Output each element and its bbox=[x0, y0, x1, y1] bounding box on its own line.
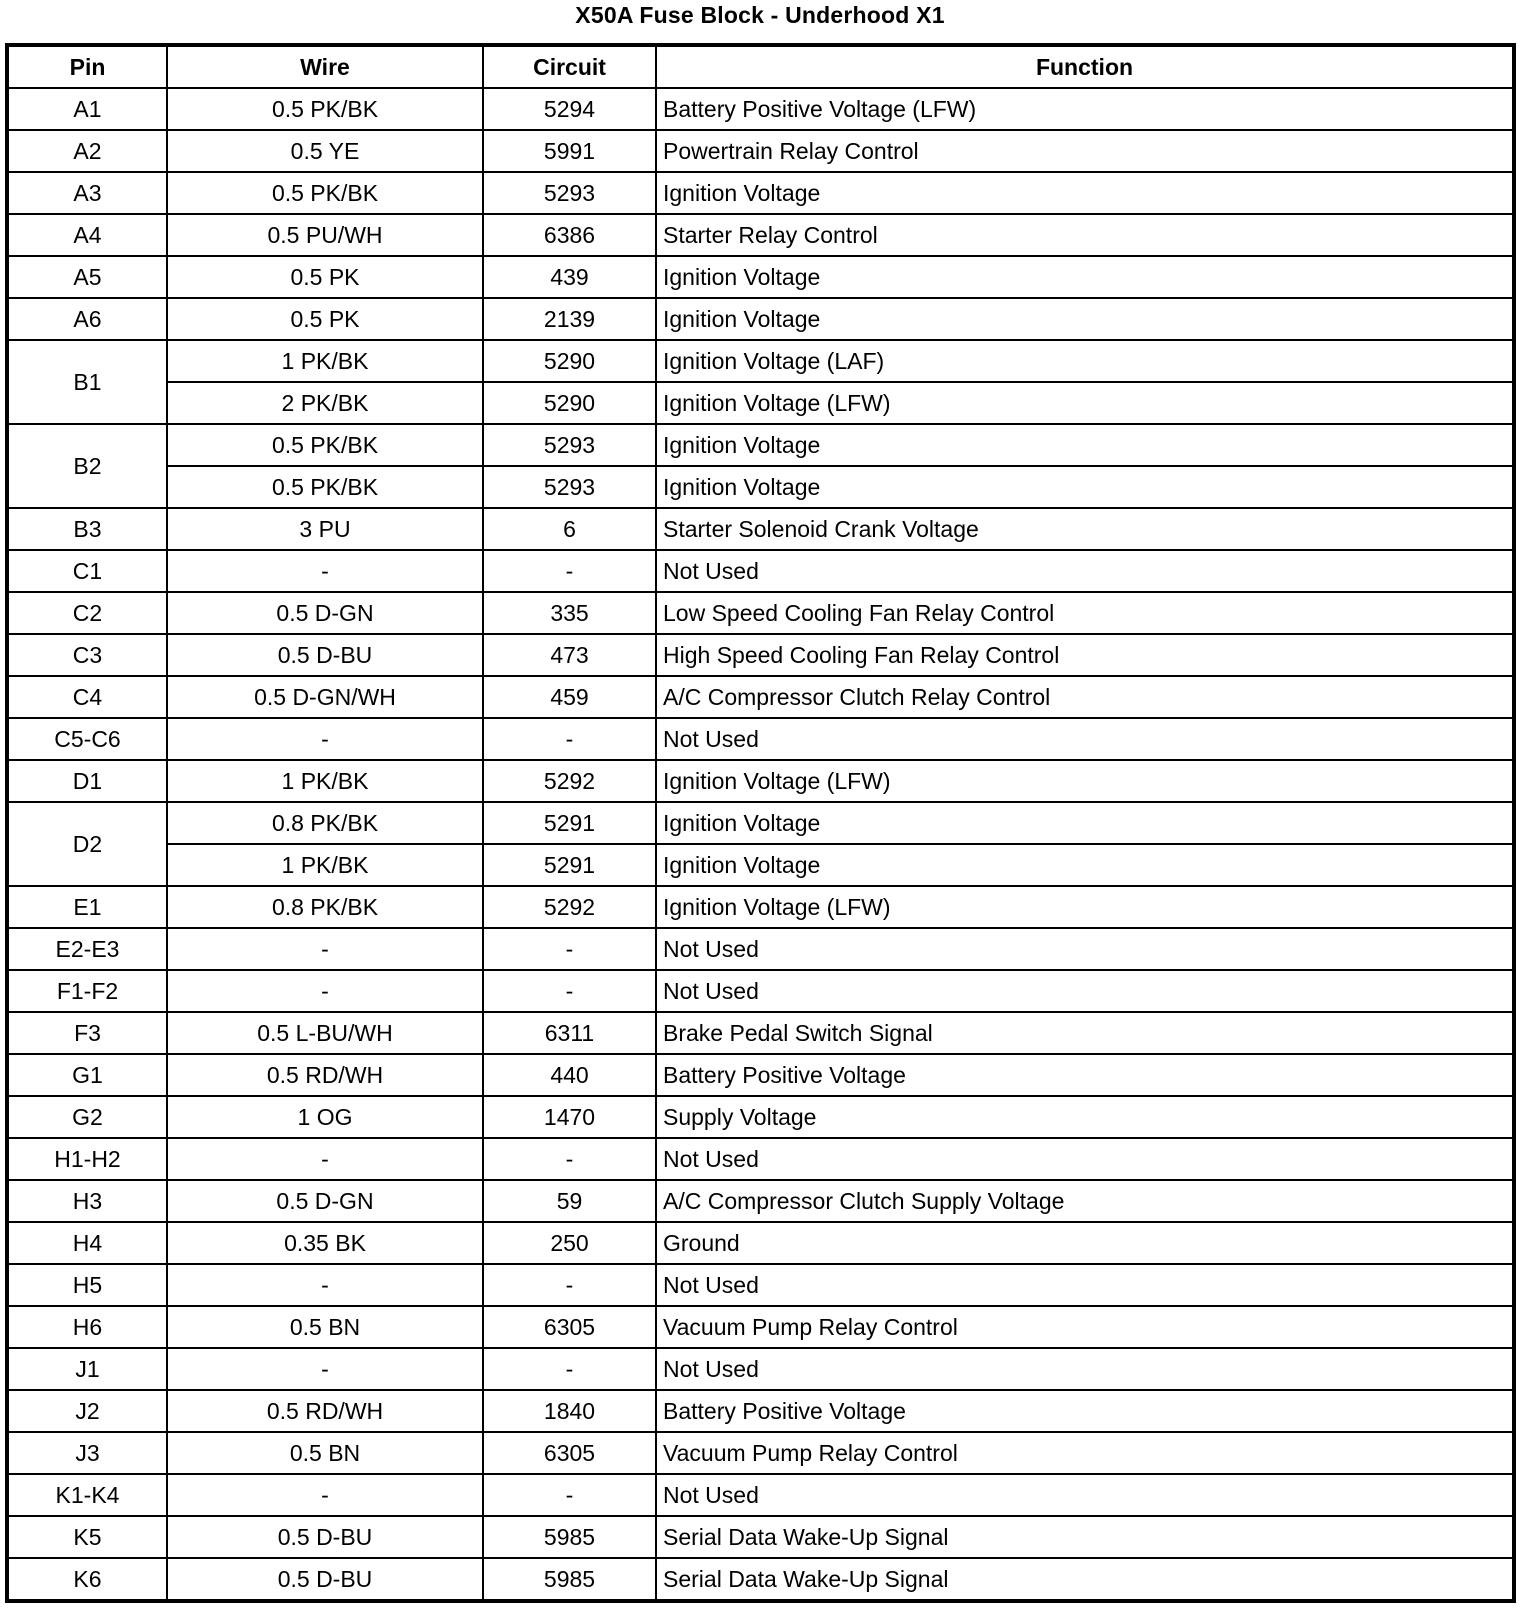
table-row bbox=[7, 550, 1514, 592]
header-circuit: Circuit bbox=[483, 45, 656, 88]
circuit-cell: 459 bbox=[483, 676, 656, 718]
pin-cell: G2 bbox=[7, 1096, 167, 1138]
table-row bbox=[7, 130, 1514, 172]
circuit-cell: 439 bbox=[483, 256, 656, 298]
function-cell: Battery Positive Voltage bbox=[656, 1390, 1514, 1432]
table-row bbox=[7, 1390, 1514, 1432]
circuit-cell: 5291 bbox=[483, 844, 656, 886]
circuit-cell: 5291 bbox=[483, 802, 656, 844]
table-row bbox=[7, 760, 1514, 802]
pin-cell: C1 bbox=[7, 550, 167, 592]
function-cell: Ignition Voltage (LAF) bbox=[656, 340, 1514, 382]
pin-cell: F1-F2 bbox=[7, 970, 167, 1012]
function-cell: Ignition Voltage (LFW) bbox=[656, 760, 1514, 802]
pin-cell: J1 bbox=[7, 1348, 167, 1390]
table-row bbox=[7, 970, 1514, 1012]
wire-cell: 0.5 PK bbox=[167, 256, 483, 298]
wire-cell: 0.5 PK bbox=[167, 298, 483, 340]
function-cell: Ignition Voltage bbox=[656, 256, 1514, 298]
pin-cell: B1 bbox=[7, 340, 167, 424]
function-cell: Serial Data Wake-Up Signal bbox=[656, 1516, 1514, 1558]
circuit-cell: - bbox=[483, 1474, 656, 1516]
pin-cell: A6 bbox=[7, 298, 167, 340]
wire-cell: 0.5 D-BU bbox=[167, 1558, 483, 1601]
pin-cell: K5 bbox=[7, 1516, 167, 1558]
circuit-cell: 6311 bbox=[483, 1012, 656, 1054]
pin-cell: B2 bbox=[7, 424, 167, 508]
header-pin: Pin bbox=[7, 45, 167, 88]
wire-cell: 3 PU bbox=[167, 508, 483, 550]
pin-cell: C4 bbox=[7, 676, 167, 718]
function-cell: A/C Compressor Clutch Supply Voltage bbox=[656, 1180, 1514, 1222]
wire-cell: 0.5 PK/BK bbox=[167, 424, 483, 466]
circuit-cell: 5294 bbox=[483, 88, 656, 130]
wire-cell: 0.5 BN bbox=[167, 1432, 483, 1474]
function-cell: Starter Relay Control bbox=[656, 214, 1514, 256]
table-row bbox=[7, 1516, 1514, 1558]
page-title: X50A Fuse Block - Underhood X1 bbox=[575, 2, 945, 28]
circuit-cell: 1840 bbox=[483, 1390, 656, 1432]
circuit-cell: 59 bbox=[483, 1180, 656, 1222]
wire-cell: 0.5 D-GN bbox=[167, 592, 483, 634]
pin-cell: C2 bbox=[7, 592, 167, 634]
circuit-cell: 5985 bbox=[483, 1558, 656, 1601]
circuit-cell: 473 bbox=[483, 634, 656, 676]
function-cell: Powertrain Relay Control bbox=[656, 130, 1514, 172]
wire-cell: - bbox=[167, 1348, 483, 1390]
wire-cell: 0.5 PK/BK bbox=[167, 172, 483, 214]
pin-cell: C3 bbox=[7, 634, 167, 676]
table-row bbox=[7, 1558, 1514, 1601]
table-row bbox=[7, 592, 1514, 634]
wire-cell: 0.5 RD/WH bbox=[167, 1390, 483, 1432]
circuit-cell: 5293 bbox=[483, 424, 656, 466]
header-function: Function bbox=[656, 45, 1514, 88]
function-cell: Serial Data Wake-Up Signal bbox=[656, 1558, 1514, 1601]
function-cell: Ignition Voltage bbox=[656, 172, 1514, 214]
table-row bbox=[7, 1348, 1514, 1390]
table-row bbox=[7, 382, 1514, 424]
wire-cell: 0.5 PK/BK bbox=[167, 88, 483, 130]
circuit-cell: 6305 bbox=[483, 1432, 656, 1474]
function-cell: Not Used bbox=[656, 718, 1514, 760]
wire-cell: 1 PK/BK bbox=[167, 760, 483, 802]
wire-cell: 0.5 PU/WH bbox=[167, 214, 483, 256]
wire-cell: 0.5 D-BU bbox=[167, 1516, 483, 1558]
pin-cell: A3 bbox=[7, 172, 167, 214]
function-cell: Ignition Voltage bbox=[656, 298, 1514, 340]
function-cell: Low Speed Cooling Fan Relay Control bbox=[656, 592, 1514, 634]
wire-cell: - bbox=[167, 1264, 483, 1306]
header-wire: Wire bbox=[167, 45, 483, 88]
pin-cell: J2 bbox=[7, 1390, 167, 1432]
circuit-cell: - bbox=[483, 928, 656, 970]
circuit-cell: 5293 bbox=[483, 172, 656, 214]
wire-cell: - bbox=[167, 718, 483, 760]
wire-cell: 0.35 BK bbox=[167, 1222, 483, 1264]
circuit-cell: 5292 bbox=[483, 760, 656, 802]
circuit-cell: 5290 bbox=[483, 382, 656, 424]
function-cell: Vacuum Pump Relay Control bbox=[656, 1432, 1514, 1474]
table-row bbox=[7, 340, 1514, 382]
pin-cell: D2 bbox=[7, 802, 167, 886]
table-row bbox=[7, 1432, 1514, 1474]
table-row bbox=[7, 172, 1514, 214]
function-cell: Brake Pedal Switch Signal bbox=[656, 1012, 1514, 1054]
table-row bbox=[7, 1264, 1514, 1306]
pin-cell: E1 bbox=[7, 886, 167, 928]
function-cell: A/C Compressor Clutch Relay Control bbox=[656, 676, 1514, 718]
pin-cell: H3 bbox=[7, 1180, 167, 1222]
function-cell: Ignition Voltage bbox=[656, 424, 1514, 466]
table-row bbox=[7, 718, 1514, 760]
wire-cell: 1 PK/BK bbox=[167, 340, 483, 382]
function-cell: Starter Solenoid Crank Voltage bbox=[656, 508, 1514, 550]
wire-cell: 1 PK/BK bbox=[167, 844, 483, 886]
wire-cell: - bbox=[167, 970, 483, 1012]
pinout-body bbox=[7, 88, 1514, 1601]
pinout-table bbox=[5, 43, 1516, 1603]
circuit-cell: - bbox=[483, 1138, 656, 1180]
pin-cell: K6 bbox=[7, 1558, 167, 1601]
circuit-cell: - bbox=[483, 970, 656, 1012]
circuit-cell: 250 bbox=[483, 1222, 656, 1264]
table-row bbox=[7, 1306, 1514, 1348]
function-cell: Not Used bbox=[656, 1348, 1514, 1390]
wire-cell: 2 PK/BK bbox=[167, 382, 483, 424]
pin-cell: C5-C6 bbox=[7, 718, 167, 760]
circuit-cell: 5290 bbox=[483, 340, 656, 382]
wire-cell: - bbox=[167, 1138, 483, 1180]
table-row bbox=[7, 1012, 1514, 1054]
function-cell: Not Used bbox=[656, 928, 1514, 970]
function-cell: Not Used bbox=[656, 1474, 1514, 1516]
pin-cell: D1 bbox=[7, 760, 167, 802]
wire-cell: - bbox=[167, 928, 483, 970]
table-row bbox=[7, 1222, 1514, 1264]
function-cell: Supply Voltage bbox=[656, 1096, 1514, 1138]
wire-cell: 0.5 PK/BK bbox=[167, 466, 483, 508]
table-row bbox=[7, 634, 1514, 676]
table-row bbox=[7, 676, 1514, 718]
circuit-cell: 1470 bbox=[483, 1096, 656, 1138]
wire-cell: 0.5 RD/WH bbox=[167, 1054, 483, 1096]
table-row bbox=[7, 1138, 1514, 1180]
header-row bbox=[7, 45, 1514, 88]
function-cell: Ignition Voltage bbox=[656, 802, 1514, 844]
table-row bbox=[7, 1474, 1514, 1516]
circuit-cell: 440 bbox=[483, 1054, 656, 1096]
table-row bbox=[7, 256, 1514, 298]
function-cell: Not Used bbox=[656, 1264, 1514, 1306]
function-cell: Battery Positive Voltage (LFW) bbox=[656, 88, 1514, 130]
function-cell: Ignition Voltage (LFW) bbox=[656, 382, 1514, 424]
pin-cell: H6 bbox=[7, 1306, 167, 1348]
pin-cell: K1-K4 bbox=[7, 1474, 167, 1516]
function-cell: Not Used bbox=[656, 970, 1514, 1012]
table-row bbox=[7, 1054, 1514, 1096]
wire-cell: 0.5 D-GN bbox=[167, 1180, 483, 1222]
function-cell: Battery Positive Voltage bbox=[656, 1054, 1514, 1096]
circuit-cell: 6305 bbox=[483, 1306, 656, 1348]
table-row bbox=[7, 508, 1514, 550]
circuit-cell: 6386 bbox=[483, 214, 656, 256]
function-cell: Ignition Voltage bbox=[656, 844, 1514, 886]
pin-cell: H1-H2 bbox=[7, 1138, 167, 1180]
pin-cell: E2-E3 bbox=[7, 928, 167, 970]
circuit-cell: 5991 bbox=[483, 130, 656, 172]
wire-cell: 0.8 PK/BK bbox=[167, 886, 483, 928]
circuit-cell: - bbox=[483, 550, 656, 592]
pin-cell: A4 bbox=[7, 214, 167, 256]
table-row bbox=[7, 1180, 1514, 1222]
wire-cell: 0.8 PK/BK bbox=[167, 802, 483, 844]
function-cell: Ground bbox=[656, 1222, 1514, 1264]
table-row bbox=[7, 88, 1514, 130]
function-cell: Not Used bbox=[656, 550, 1514, 592]
circuit-cell: 2139 bbox=[483, 298, 656, 340]
table-row bbox=[7, 928, 1514, 970]
pin-cell: G1 bbox=[7, 1054, 167, 1096]
function-cell: Ignition Voltage (LFW) bbox=[656, 886, 1514, 928]
function-cell: Not Used bbox=[656, 1138, 1514, 1180]
function-cell: Vacuum Pump Relay Control bbox=[656, 1306, 1514, 1348]
circuit-cell: 335 bbox=[483, 592, 656, 634]
wire-cell: 0.5 D-GN/WH bbox=[167, 676, 483, 718]
table-row bbox=[7, 298, 1514, 340]
table-row bbox=[7, 802, 1514, 844]
circuit-cell: 5292 bbox=[483, 886, 656, 928]
circuit-cell: - bbox=[483, 1264, 656, 1306]
pin-cell: B3 bbox=[7, 508, 167, 550]
table-row bbox=[7, 214, 1514, 256]
circuit-cell: 6 bbox=[483, 508, 656, 550]
pin-cell: A1 bbox=[7, 88, 167, 130]
wire-cell: 0.5 BN bbox=[167, 1306, 483, 1348]
table-row bbox=[7, 886, 1514, 928]
pin-cell: J3 bbox=[7, 1432, 167, 1474]
pin-cell: A2 bbox=[7, 130, 167, 172]
wire-cell: 0.5 D-BU bbox=[167, 634, 483, 676]
pin-cell: A5 bbox=[7, 256, 167, 298]
pin-cell: H4 bbox=[7, 1222, 167, 1264]
function-cell: High Speed Cooling Fan Relay Control bbox=[656, 634, 1514, 676]
circuit-cell: - bbox=[483, 1348, 656, 1390]
circuit-cell: - bbox=[483, 718, 656, 760]
wire-cell: - bbox=[167, 550, 483, 592]
table-row bbox=[7, 844, 1514, 886]
pin-cell: F3 bbox=[7, 1012, 167, 1054]
table-row bbox=[7, 466, 1514, 508]
wire-cell: - bbox=[167, 1474, 483, 1516]
wire-cell: 0.5 L-BU/WH bbox=[167, 1012, 483, 1054]
table-row bbox=[7, 424, 1514, 466]
circuit-cell: 5985 bbox=[483, 1516, 656, 1558]
wire-cell: 1 OG bbox=[167, 1096, 483, 1138]
circuit-cell: 5293 bbox=[483, 466, 656, 508]
wire-cell: 0.5 YE bbox=[167, 130, 483, 172]
function-cell: Ignition Voltage bbox=[656, 466, 1514, 508]
pin-cell: H5 bbox=[7, 1264, 167, 1306]
table-row bbox=[7, 1096, 1514, 1138]
